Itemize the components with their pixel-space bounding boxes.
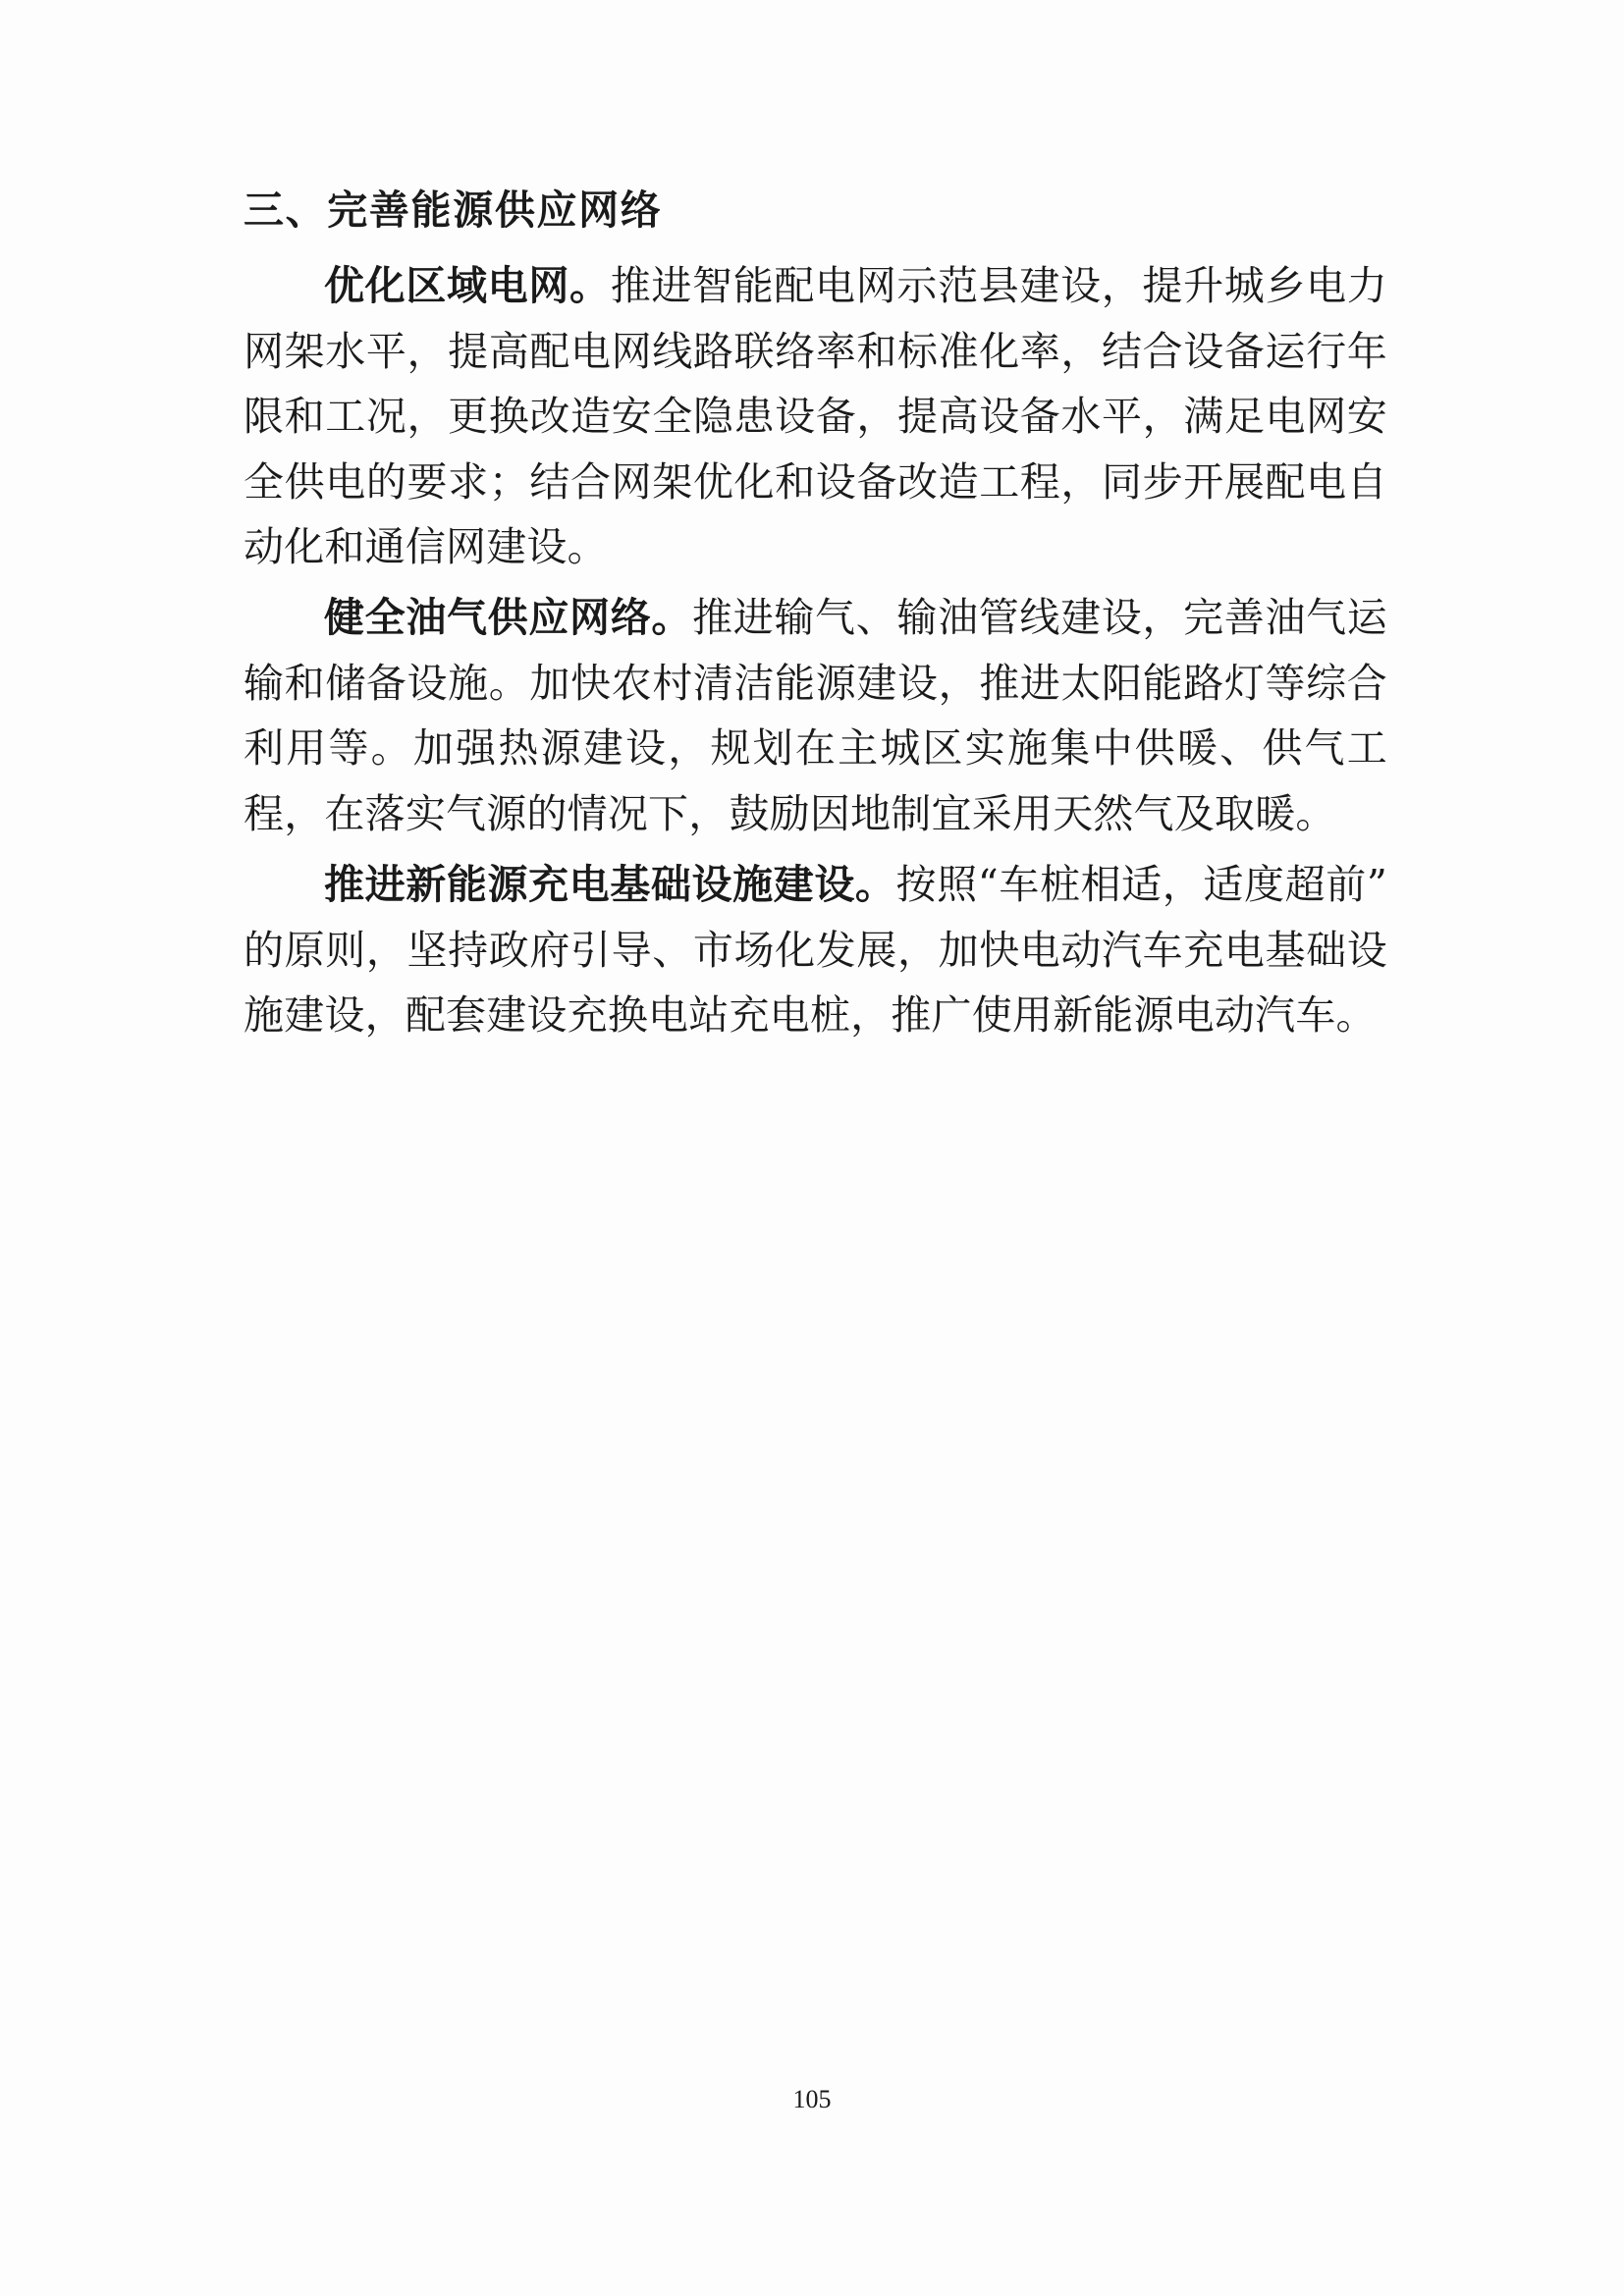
- paragraph-3-body: 按照“车桩相适，适度超前”的原则，坚持政府引导、市场化发展，加快电动汽车充电基础设施建设，配套建设充换电站充电桩，推广使用新能源电动汽车。: [244, 861, 1387, 1039]
- paragraph-2: [244, 585, 1387, 846]
- paragraph-2-body: 推进输气、输油管线建设，完善油气运输和储备设施。加快农村清洁能源建设，推进太阳能路灯等综合利用等。加强热源建设，规划在主城区实施集中供暖、供气工程，在落实气源的情况下，鼓励因地制宜采用天然气及取暖。: [244, 594, 1387, 837]
- section-heading: 三、完善能源供应网络: [244, 187, 663, 234]
- page-content: [244, 182, 1387, 1053]
- paragraph-1: [244, 253, 1387, 579]
- page-number: 105: [792, 2085, 832, 2113]
- paragraph-2-lead: 健全油气供应网络。: [324, 594, 693, 642]
- paragraph-3-lead: 推进新能源充电基础设施建设。: [324, 861, 896, 909]
- paragraph-1-body: 推进智能配电网示范县建设，提升城乡电力网架水平，提高配电网线路联络率和标准化率，结合设备运行年限和工况，更换改造安全隐患设备，提高设备水平，满足电网安全供电的要求；结合网架优化和设备改造工程，同步开展配电自动化和通信网建设。: [244, 262, 1387, 571]
- paragraph-1-lead: 优化区域电网。: [324, 262, 611, 310]
- paragraph-3: [244, 852, 1387, 1047]
